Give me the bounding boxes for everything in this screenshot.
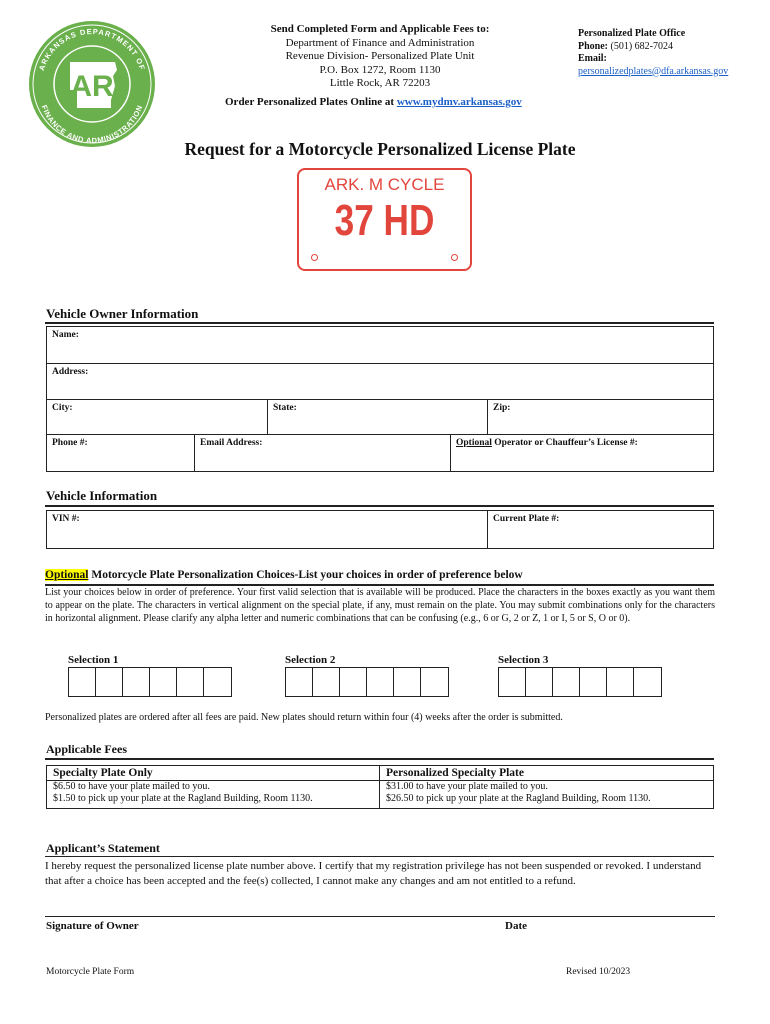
- license-label: Operator or Chauffeur’s License #:: [491, 438, 638, 448]
- selection-2-boxes[interactable]: [285, 667, 449, 697]
- choices-heading-text: Motorcycle Plate Personalization Choices-List your choices in order of preference below: [88, 569, 523, 581]
- footer-revision: Revised 10/2023: [566, 967, 631, 977]
- state-label: State:: [273, 403, 297, 413]
- email-label: Email:: [578, 53, 607, 64]
- address-line: Revenue Division- Personalized Plate Unit: [285, 50, 475, 62]
- state-field[interactable]: [267, 399, 488, 435]
- svg-text:ARKANSAS DEPARTMENT OF: ARKANSAS DEPARTMENT OF: [36, 26, 148, 72]
- date-label: Date: [505, 920, 527, 932]
- zip-label: Zip:: [493, 403, 511, 413]
- selection-3-boxes[interactable]: [498, 667, 662, 697]
- page-title: Request for a Motorcycle Personalized License Plate: [184, 139, 576, 159]
- address-line: P.O. Box 1272, Room 1130: [319, 63, 441, 76]
- plate-image: [297, 168, 472, 271]
- selection-2-label: Selection 2: [285, 654, 336, 666]
- plate-top-text: ARK. M CYCLE: [324, 175, 445, 194]
- fee-item: $26.50 to pick up your plate at the Ragland Building, Room 1130.: [386, 793, 651, 804]
- svg-text:AR: AR: [70, 70, 114, 103]
- fees-col2-title: Personalized Specialty Plate: [380, 766, 713, 781]
- address-line: Department of Finance and Administration: [285, 36, 475, 49]
- fees-table: [46, 765, 714, 809]
- online-order: [225, 96, 522, 108]
- fee-item: $1.50 to pick up your plate at the Ragland Building, Room 1130.: [53, 793, 313, 804]
- svg-text:FINANCE AND ADMINISTRATION: FINANCE AND ADMINISTRATION: [39, 103, 145, 146]
- mailing-address: [240, 23, 520, 91]
- zip-field[interactable]: [487, 399, 714, 435]
- choices-heading: [45, 569, 523, 581]
- vin-field[interactable]: [46, 510, 488, 549]
- fees-heading: Applicable Fees: [46, 742, 127, 756]
- vin-label: VIN #:: [52, 514, 80, 524]
- address-line: Little Rock, AR 72203: [329, 77, 431, 89]
- selection-1-label: Selection 1: [68, 654, 119, 666]
- statement-text: I hereby request the personalized license plate number above. I certify that my registration privilege has not been suspended or revoked. I understand that after a choice has been accepted and the fee(s) collected, I cannot make any changes and am not entitled to a refund.: [45, 860, 702, 887]
- address-field[interactable]: [46, 363, 714, 400]
- online-link[interactable]: www.mydmv.arkansas.gov: [396, 96, 522, 108]
- selection-1-boxes[interactable]: [68, 667, 232, 697]
- current-plate-label: Current Plate #:: [493, 514, 560, 524]
- city-field[interactable]: [46, 399, 268, 435]
- dfa-logo: [25, 20, 160, 148]
- owner-heading: Vehicle Owner Information: [46, 306, 199, 321]
- city-label: City:: [52, 403, 73, 413]
- phone-value: (501) 682-7024: [610, 40, 673, 52]
- name-label: Name:: [52, 330, 79, 340]
- plate-number: 37 HD: [334, 196, 435, 245]
- email-field-label: Email Address:: [200, 438, 263, 448]
- signature-label: Signature of Owner: [46, 920, 139, 932]
- online-text: Order Personalized Plates Online at: [225, 96, 395, 108]
- optional-highlight: Optional: [45, 569, 89, 581]
- email-link[interactable]: personalizedplates@dfa.arkansas.gov: [578, 65, 729, 77]
- email-field[interactable]: [194, 434, 451, 472]
- optional-label: Optional: [456, 438, 492, 448]
- fees-col1-title: Specialty Plate Only: [47, 766, 379, 781]
- plate-hole-icon: [311, 254, 318, 261]
- phone-label: Phone #:: [52, 438, 88, 448]
- phone-label: Phone:: [578, 40, 608, 52]
- fee-item: $31.00 to have your plate mailed to you.: [386, 781, 548, 792]
- office-title: Personalized Plate Office: [578, 28, 686, 39]
- name-field[interactable]: [46, 326, 714, 364]
- signature-line[interactable]: [45, 916, 715, 917]
- statement-heading: Applicant’s Statement: [46, 841, 160, 855]
- processing-note: Personalized plates are ordered after all fees are paid. New plates should return within four (4) weeks after the order is submitted.: [45, 712, 563, 723]
- fee-item: $6.50 to have your plate mailed to you.: [53, 781, 210, 792]
- send-title: Send Completed Form and Applicable Fees to:: [270, 23, 490, 35]
- vehicle-heading: Vehicle Information: [46, 488, 158, 503]
- footer-form-name: Motorcycle Plate Form: [46, 967, 135, 977]
- plate-hole-icon: [451, 254, 458, 261]
- current-plate-field[interactable]: [487, 510, 714, 549]
- choices-instructions: List your choices below in order of preference. Your first valid selection that is available will be produced. Place the characters in the boxes exactly as you want them to appear on the plate. The characters in vertical alignment on the special plate, if any, must remain on the plate. You may submit combinations only for the characters in horizontal alignment. Please clarify any alpha letter and numeric combinations that can be confusing (e.g., 6 or G, 2 or Z, 1 or I, 5 or S, O or 0).: [45, 587, 715, 624]
- selection-3-label: Selection 3: [498, 654, 549, 666]
- phone-field[interactable]: [46, 434, 195, 472]
- address-label: Address:: [52, 367, 89, 377]
- office-contact: [578, 28, 728, 78]
- license-field[interactable]: [450, 434, 714, 472]
